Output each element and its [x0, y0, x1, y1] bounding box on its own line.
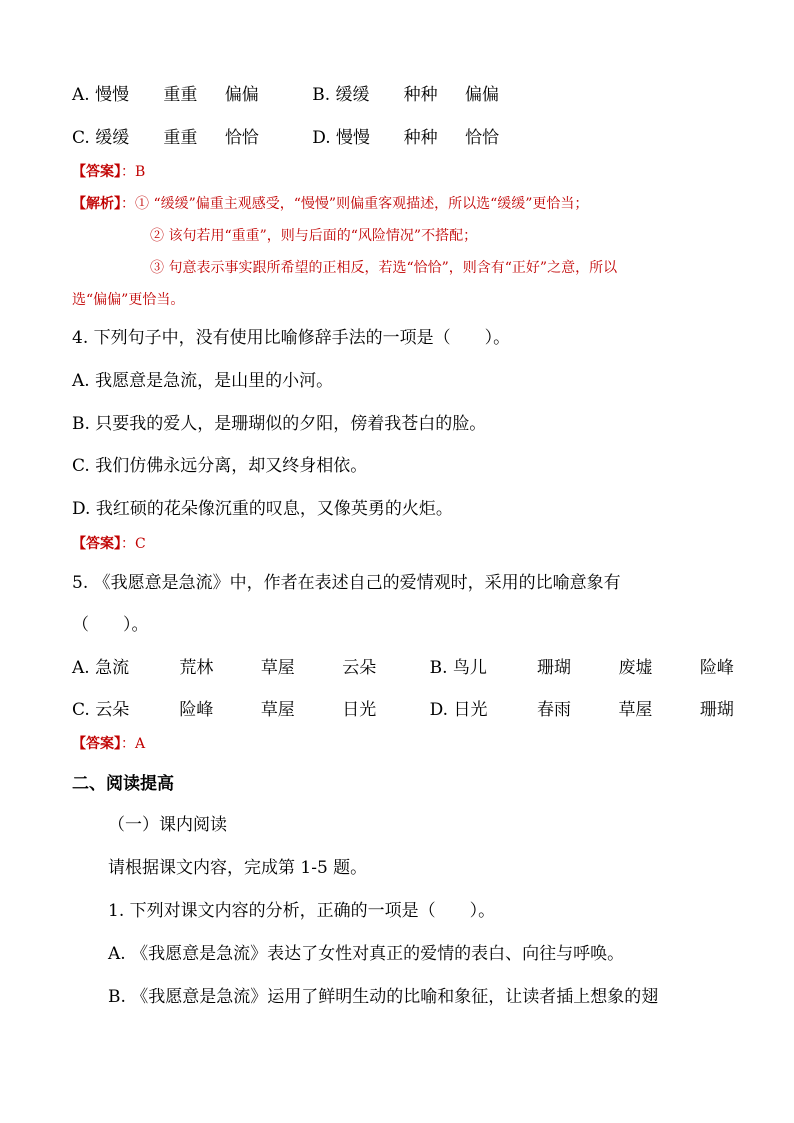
q5-opt-a1: A. 急流	[72, 658, 130, 678]
reading-q1-stem: 1. 下列对课文内容的分析，正确的一项是（ ）。	[108, 901, 496, 921]
q5-opt-d2: 春雨	[537, 700, 572, 720]
q5-opt-b4: 险峰	[699, 658, 734, 678]
q5-stem-line2: （ ）。	[72, 615, 149, 635]
answer-value: ：B	[121, 164, 146, 180]
section-title: 二、阅读提高	[72, 774, 174, 794]
q3-options-row2	[72, 123, 499, 148]
q5-opt-b2: 珊瑚	[537, 658, 572, 678]
answer-label: 【答案】	[72, 736, 121, 752]
q5-opt-c3: 草屋	[260, 700, 295, 720]
q3-option-d: D. 慢慢	[312, 128, 371, 148]
q5-opt-c4: 日光	[342, 700, 377, 720]
answer-value: ：A	[121, 736, 146, 752]
q5-opt-c1: C. 云朵	[72, 700, 130, 720]
answer-label: 【答案】	[72, 536, 121, 552]
analysis-label: 【解析】	[72, 196, 121, 212]
q5-options-row1	[72, 653, 734, 678]
q3-option-c-word2: 重重	[163, 128, 198, 148]
q4-stem: 4. 下列句子中，没有使用比喻修辞手法的一项是（ ）。	[72, 328, 511, 348]
q4-option-b: B. 只要我的爱人，是珊瑚似的夕阳，傍着我苍白的脸。	[72, 414, 487, 434]
q3-option-a: A. 慢慢	[72, 85, 130, 105]
q5-opt-a2: 荒林	[179, 658, 214, 678]
analysis-text: ：① “缓缓”偏重主观感受，“慢慢”则偏重客观描述，所以选“缓缓”更恰当；	[121, 196, 589, 212]
q5-opt-c2: 险峰	[179, 700, 214, 720]
answer-value: ：C	[121, 536, 146, 552]
q3-analysis-4: 选“偏偏”更恰当。	[72, 292, 185, 308]
q3-options-row1	[72, 80, 499, 105]
q3-option-b-word2: 种种	[403, 85, 438, 105]
reading-q1-option-b: B. 《我愿意是急流》运用了鲜明生动的比喻和象征，让读者插上想象的翅	[108, 987, 659, 1007]
q3-option-b: B. 缓缓	[312, 85, 370, 105]
q3-option-d-word3: 恰恰	[465, 128, 500, 148]
reading-q1-option-a: A. 《我愿意是急流》表达了女性对真正的爱情的表白、向往与呼唤。	[108, 944, 625, 964]
q5-answer	[72, 733, 145, 753]
q3-option-a-word3: 偏偏	[224, 85, 259, 105]
q5-opt-a3: 草屋	[260, 658, 295, 678]
q3-analysis-1	[72, 193, 588, 213]
q5-opt-a4: 云朵	[342, 658, 377, 678]
q5-opt-d1: D. 日光	[429, 700, 488, 720]
q3-analysis-3: ③ 句意表示事实跟所希望的正相反，若选“恰恰”，则含有“正好”之意，所以	[150, 260, 618, 276]
q5-opt-d3: 草屋	[618, 700, 653, 720]
q4-answer	[72, 533, 146, 553]
q5-options-row2	[72, 695, 734, 720]
q4-option-d: D. 我红硕的花朵像沉重的叹息，又像英勇的火炬。	[72, 499, 453, 519]
q4-option-c: C. 我们仿佛永远分离，却又终身相依。	[72, 456, 368, 476]
q5-opt-b1: B. 鸟儿	[429, 658, 487, 678]
section-intro: 请根据课文内容，完成第 1-5 题。	[108, 858, 368, 878]
q3-analysis-2: ② 该句若用“重重”，则与后面的“风险情况”不搭配；	[150, 228, 478, 244]
q3-option-b-word3: 偏偏	[465, 85, 500, 105]
q3-option-c-word3: 恰恰	[224, 128, 259, 148]
q5-opt-b3: 废墟	[618, 658, 653, 678]
q5-stem-line1: 5. 《我愿意是急流》中，作者在表述自己的爱情观时，采用的比喻意象有	[72, 573, 621, 593]
q4-option-a: A. 我愿意是急流，是山里的小河。	[72, 371, 334, 391]
q5-opt-d4: 珊瑚	[699, 700, 734, 720]
section-subtitle: （一）课内阅读	[108, 815, 227, 835]
answer-label: 【答案】	[72, 164, 121, 180]
q3-option-c: C. 缓缓	[72, 128, 130, 148]
q3-answer	[72, 161, 145, 181]
q3-option-d-word2: 种种	[403, 128, 438, 148]
q3-option-a-word2: 重重	[163, 85, 198, 105]
